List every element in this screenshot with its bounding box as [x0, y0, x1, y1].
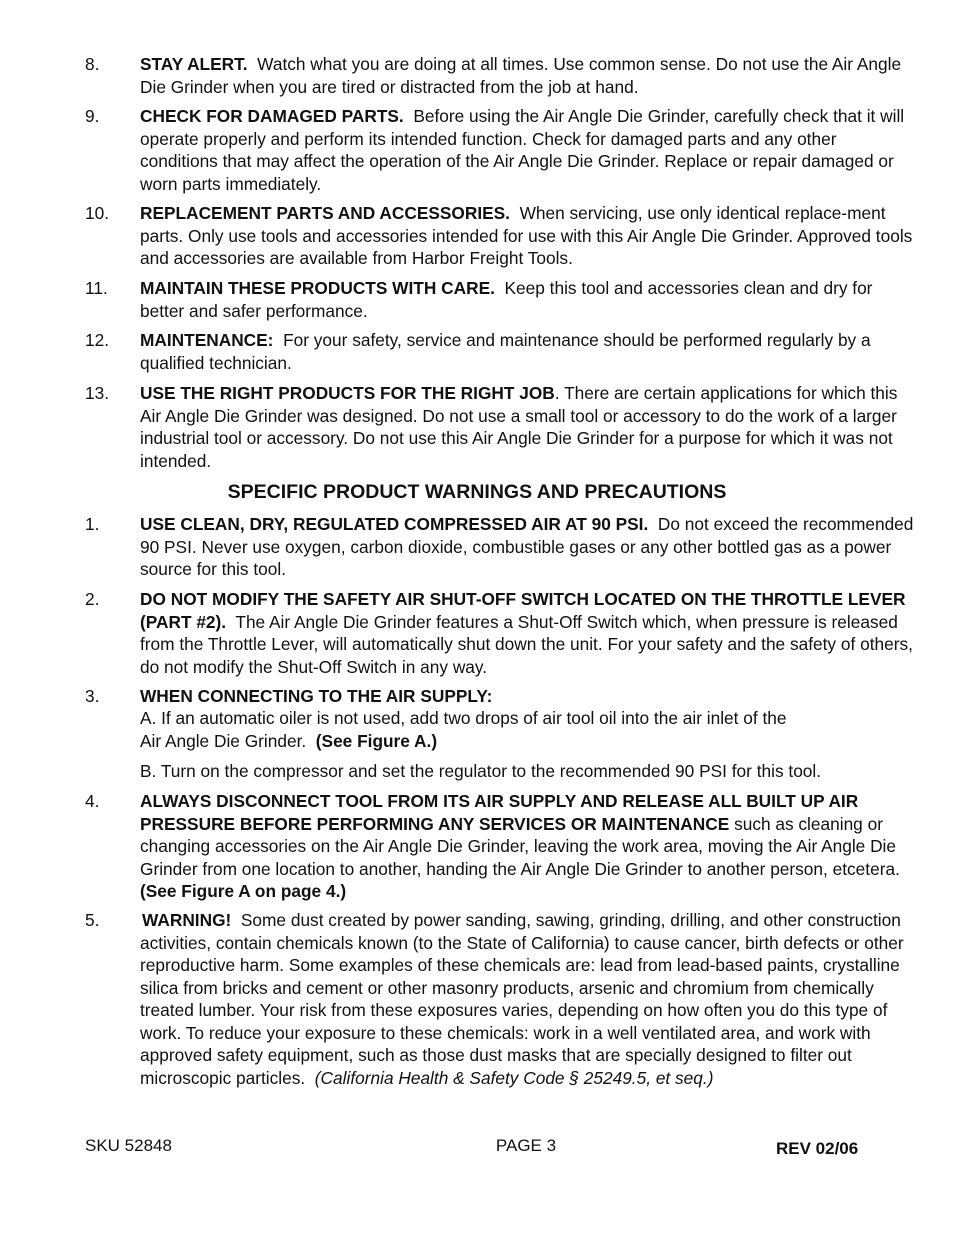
legal-citation: (California Health & Safety Code § 25249.5, et seq.) [314, 1067, 714, 1088]
item-body [140, 909, 915, 1089]
item-number: 8. [85, 54, 100, 74]
substep-a [140, 707, 800, 752]
item-body [140, 513, 915, 581]
item-title: USE CLEAN, DRY, REGULATED COMPRESSED AIR AT 90 PSI. [140, 514, 649, 534]
item-title: STAY ALERT. [140, 54, 248, 74]
rule-item-13 [85, 382, 915, 472]
footer-page-number: PAGE 3 [495, 1136, 557, 1155]
substep-a-text: A. If an automatic oiler is not used, add two drops of air tool oil into the air inlet of the Air Angle Die Grinder. [140, 708, 787, 751]
item-number: 10. [85, 203, 110, 223]
item-body [140, 685, 915, 708]
warning-item-1 [85, 513, 915, 581]
item-title: MAINTAIN THESE PRODUCTS WITH CARE. [140, 278, 495, 298]
item-number: 5. [85, 910, 100, 930]
warning-item-3 [85, 685, 915, 708]
item-title: WHEN CONNECTING TO THE AIR SUPPLY: [140, 686, 493, 706]
substep-b: B. Turn on the compressor and set the regulator to the recommended 90 PSI for this tool. [140, 761, 822, 781]
figure-reference: (See Figure A on page 4.) [140, 881, 347, 901]
rule-item-11 [85, 277, 915, 322]
warning-item-5 [85, 909, 915, 1089]
item-number: 3. [85, 686, 100, 706]
item-title: WARNING! [142, 910, 232, 930]
footer-sku: SKU 52848 [85, 1136, 172, 1155]
item-text: Watch what you are doing at all times. Use common sense. Do not use the Air Angle Die Grinder when you are tired or distracted from the job at hand. [140, 54, 902, 97]
item-number: 13. [85, 383, 110, 403]
item-text: Before using the Air Angle Die Grinder, carefully check that it will operate properly and perform its intended function. Check for damaged parts and any other conditions that may affect the operation of the Air Angle Die Grinder. Replace or repair damaged or worn parts immediately. [140, 106, 905, 194]
footer-revision: REV 02/06 [776, 1139, 859, 1158]
item-body [140, 588, 915, 678]
item-text: such as cleaning or changing accessories on the Air Angle Die Grinder, leaving the work area, moving the Air Angle Die Grinder from one location to another, handing the Air Angle Die Grinder to another person, etcetera. [140, 813, 900, 879]
rule-item-9 [85, 105, 915, 195]
warning-item-2 [85, 588, 915, 678]
item-number: 2. [85, 589, 100, 609]
rule-item-10 [85, 202, 915, 270]
item-text: Keep this tool and accessories clean and dry for better and safer performance. [140, 278, 873, 321]
item-title: CHECK FOR DAMAGED PARTS. [140, 106, 404, 126]
figure-reference: (See Figure A.) [315, 730, 438, 751]
item-body [140, 790, 915, 903]
item-text: Some dust created by power sanding, sawing, grinding, drilling, and other construction activities, contain chemicals known (to the State of California) to cause cancer, birth defects or other reproductive harm. Some examples of these chemicals are: lead from lead-based paints, crystalline silica from bricks and cement or other masonry products, arsenic and chromium from chemically treated lumber. Your risk from these exposures varies, depending on how often you do this type of work. To reduce your exposure to these chemicals: work in a well ventilated area, and work with approved safety equipment, such as those dust masks that are specially designed to filter out microscopic particles. [140, 910, 904, 1088]
item-title: USE THE RIGHT PRODUCTS FOR THE RIGHT JOB [140, 383, 555, 403]
item-body [140, 105, 915, 195]
item-text: The Air Angle Die Grinder features a Shut-Off Switch which, when pressure is released from the Throttle Lever, will automatically shut down the unit. For your safety and the safety of others, do not modify the Shut-Off Switch in any way. [140, 611, 913, 677]
item-number: 4. [85, 791, 100, 811]
item-body [140, 277, 915, 322]
item-title: ALWAYS DISCONNECT TOOL FROM ITS AIR SUPPLY AND RELEASE ALL BUILT UP AIR PRESSURE BEFORE PERFORMING ANY SERVICES OR MAINTENANCE [140, 791, 859, 834]
item-body [140, 329, 915, 374]
rule-item-8 [85, 53, 915, 98]
item-text: Do not exceed the recommended 90 PSI. Never use oxygen, carbon dioxide, combustible gases or any other bottled gas as a power source for this tool. [140, 514, 914, 579]
item-body [140, 202, 915, 270]
item-body [140, 53, 915, 98]
item-title: DO NOT MODIFY THE SAFETY AIR SHUT-OFF SWITCH LOCATED ON THE THROTTLE LEVER (PART #2). [140, 589, 906, 632]
item-title: MAINTENANCE: [140, 330, 274, 350]
section-heading: SPECIFIC PRODUCT WARNINGS AND PRECAUTIONS [227, 481, 727, 503]
item-title: REPLACEMENT PARTS AND ACCESSORIES. [140, 203, 510, 223]
item-text: . There are certain applications for which this Air Angle Die Grinder was designed. Do not use a small tool or accessory to do the work of a larger industrial tool or accessory. Do not use this Air Angle Die Grinder for a purpose for which it was not intended. [140, 383, 898, 471]
item-body [140, 382, 915, 472]
rule-item-12 [85, 329, 915, 374]
item-number: 12. [85, 330, 110, 350]
item-number: 11. [85, 278, 108, 298]
item-text: When servicing, use only identical replace-ment parts. Only use tools and accessories intended for use with this Air Angle Die Grinder. Approved tools and accessories are available from Harbor Freight Tools. [140, 203, 913, 268]
item-text: For your safety, service and maintenance should be performed regularly by a qualified technician. [140, 330, 871, 373]
warning-item-4 [85, 790, 915, 903]
item-number: 1. [85, 514, 100, 534]
item-number: 9. [85, 106, 100, 126]
